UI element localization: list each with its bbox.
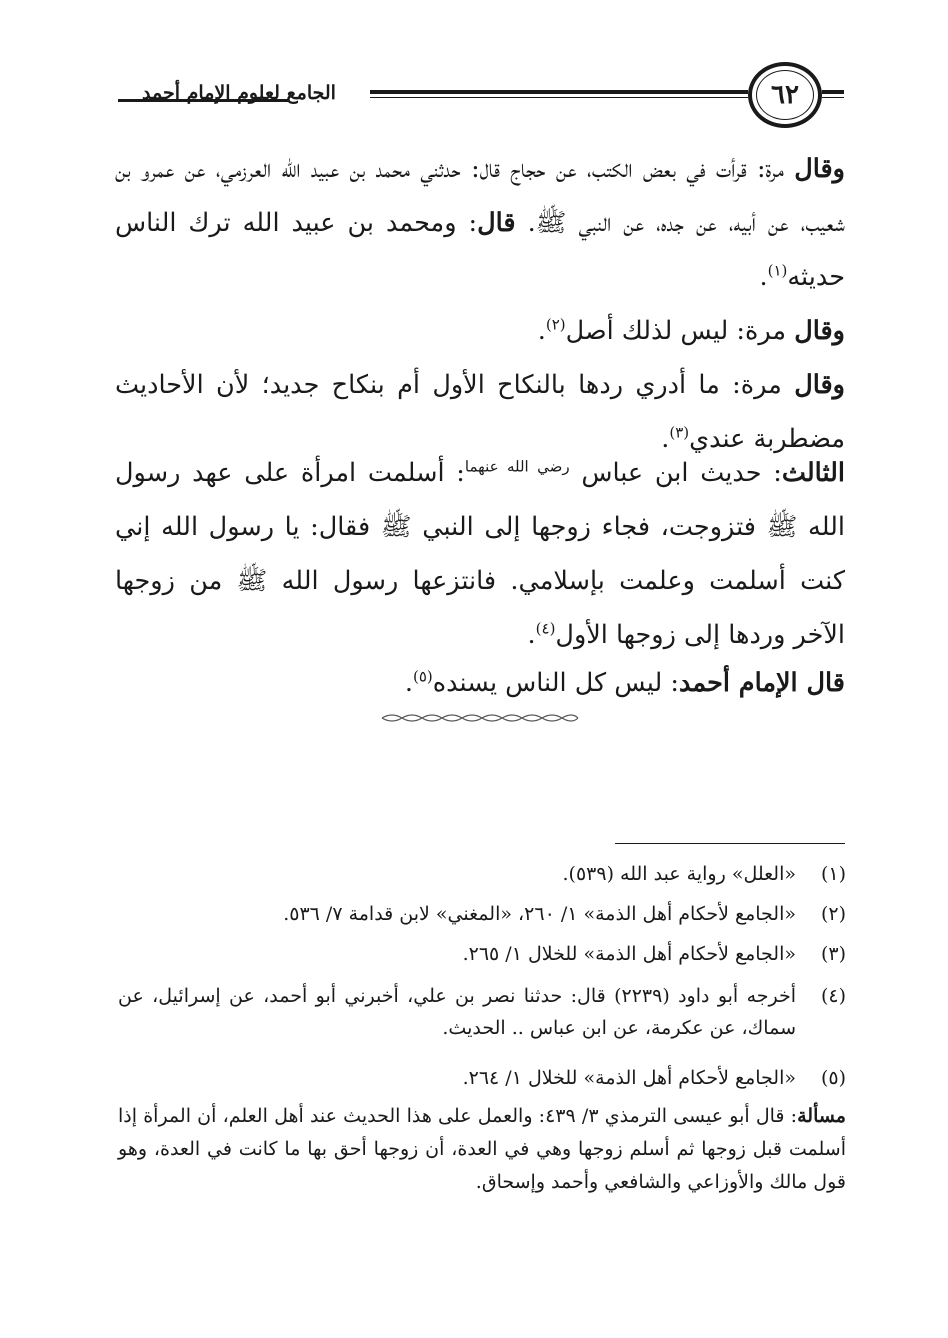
masala-lead: مسألة (797, 1105, 846, 1127)
header-rule (370, 90, 748, 94)
paragraph-lead: وقال (794, 316, 845, 346)
footnote-4 (118, 980, 846, 1044)
paragraph-text: : أسلمت امرأة على عهد رسول الله ﷺ فتزوجت، فجاء زوجها إلى النبي ﷺ فقال: يا رسول الله إني كنت أسلمت وعلمت بإسلامي. فانتزعها رسول الله ﷺ من زوجها الآخر وردها إلى زوجها الأول (115, 458, 845, 650)
footnote-separator (615, 843, 845, 844)
footnote-reference[interactable]: (٤) (535, 619, 556, 638)
paragraph-lead: وقال (794, 154, 845, 184)
footnote-number: (٢) (820, 903, 846, 925)
paragraph-text: : ليس كل الناس يسنده (432, 668, 679, 698)
paragraph-5 (115, 656, 845, 710)
running-title-underline (118, 99, 288, 102)
paragraph-text: مرة: قرأت في بعض الكتب، عن حجاج قال: حدثني محمد بن عبيد الله العرزمي، عن عمرو بن شعيب، عن أبيه، عن جده، عن النبي ﷺ. (115, 154, 846, 238)
paragraph-4 (115, 446, 845, 662)
footnote-text: «الجامع لأحكام أهل الذمة» للخلال ١/ ٢٦٥. (462, 943, 796, 965)
paragraph-end: . (661, 424, 670, 454)
footnote-2 (118, 898, 846, 930)
footnote-1 (118, 858, 846, 890)
paragraph-end: . (759, 262, 768, 292)
footnote-text: «الجامع لأحكام أهل الذمة» ١/ ٢٦٠، «المغني» لابن قدامة ٧/ ٥٣٦. (283, 903, 796, 925)
footnote-number: (١) (820, 863, 846, 885)
paragraph-text: : ومحمد بن عبيد الله ترك الناس حديثه (115, 208, 845, 292)
footnote-text: أخرجه أبو داود (٢٢٣٩) قال: حدثنا نصر بن علي، أخبرني أبو أحمد، عن إسرائيل، عن سماك، عن عكرمة، عن ابن عباس .. الحديث. (118, 985, 797, 1039)
header-rule (822, 90, 844, 94)
footnote-reference[interactable]: (٥) (412, 667, 433, 686)
footnote-reference[interactable]: (١) (767, 261, 788, 280)
page-number: ٦٢ (771, 80, 799, 110)
running-title: الجامع لعلوم الإمام أحمد (110, 78, 368, 108)
paragraph-text: مرة: ليس لذلك أصل (565, 316, 787, 346)
footnote-number: (٤) (820, 985, 846, 1007)
page-number-badge (748, 62, 822, 128)
footnote-number: (٣) (820, 943, 846, 965)
masala-note (118, 1100, 846, 1199)
footnote-number: (٥) (820, 1067, 846, 1089)
footnote-reference[interactable]: (٢) (545, 315, 566, 334)
honorific-glyph: رضي الله عنهما (464, 457, 570, 476)
header-rule (370, 97, 748, 98)
paragraph-lead: وقال (794, 370, 845, 400)
paragraph-lead: الثالث (781, 458, 845, 488)
section-divider-ornament (380, 712, 580, 724)
paragraph-lead: قال الإمام أحمد (678, 668, 845, 698)
paragraph-text: مرة: ما أدري ردها بالنكاح الأول أم بنكاح جديد؛ لأن الأحاديث مضطربة عندي (115, 370, 845, 454)
footnote-text: «الجامع لأحكام أهل الذمة» للخلال ١/ ٢٦٤. (462, 1067, 796, 1089)
paragraph-1 (115, 142, 845, 304)
paragraph-2 (115, 304, 845, 358)
paragraph-end: . (537, 316, 546, 346)
paragraph-end: . (527, 620, 536, 650)
header-rule (822, 97, 844, 98)
paragraph-text: : حديث ابن عباس (581, 458, 782, 488)
footnote-text: «العلل» رواية عبد الله (٥٣٩). (562, 863, 796, 885)
footnote-3 (118, 938, 846, 970)
masala-text: : قال أبو عيسى الترمذي ٣/ ٤٣٩: والعمل على هذا الحديث عند أهل العلم، أن المرأة إذا أسلمت قبل زوجها ثم أسلم زوجها وهي في العدة، أن زوجها أحق بها ما كانت في العدة، وهو قول مالك والأوزاعي والشافعي وأحمد وإسحاق. (118, 1105, 846, 1193)
paragraph-lead: قال (477, 208, 516, 238)
footnote-5 (118, 1062, 846, 1094)
paragraph-end: . (404, 668, 413, 698)
footnote-reference[interactable]: (٣) (669, 423, 690, 442)
